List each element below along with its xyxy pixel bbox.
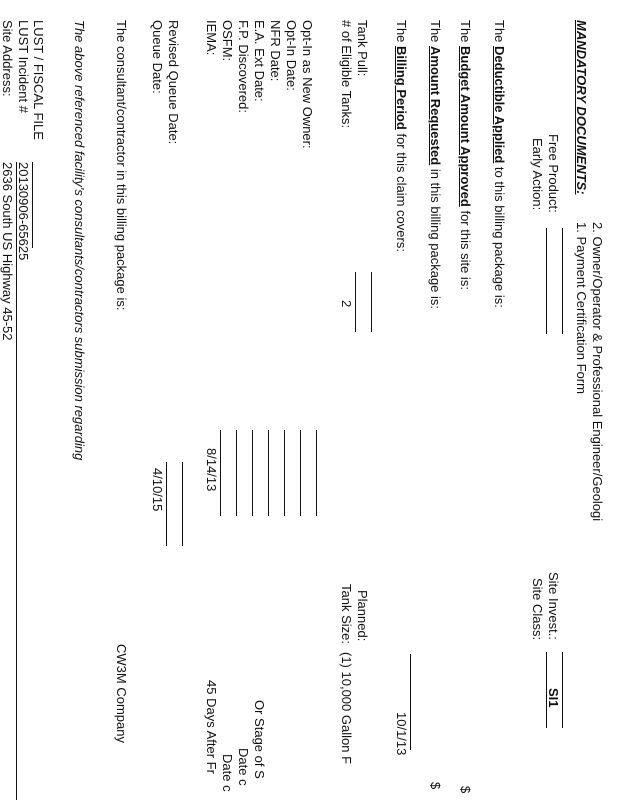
billing-period-value: 10/1/13	[394, 712, 409, 756]
consultant-label: The consultant/contractor in this billing package is:	[114, 20, 129, 311]
opt-in-new-owner-label: Opt-In as New Owner:	[300, 20, 315, 149]
site-invest-label: Site Invest.:	[546, 572, 561, 640]
early-action-line	[546, 228, 547, 334]
fp-discovered-line	[252, 430, 253, 516]
mandatory-item-2: 2. Owner/Operator & Professional Engineer/Geologi	[590, 222, 605, 522]
osfm-label: OSFM:	[220, 20, 235, 62]
lust-incident-line	[32, 162, 33, 248]
free-product-label: Free Product:	[546, 134, 561, 213]
lust-incident-value: 20130906-65625	[16, 162, 31, 261]
iema-value: 8/14/13	[204, 448, 219, 492]
queue-date-line	[166, 462, 167, 546]
opt-in-date-line	[300, 430, 301, 516]
deductible-applied-pre: The	[492, 20, 507, 43]
tank-pull-line	[371, 272, 372, 332]
budget-approved-dollar: $	[458, 786, 473, 794]
right-note-date-1: Date c	[220, 754, 235, 792]
tank-size-label: Tank Size:	[339, 584, 354, 644]
eligible-tanks-label: # of Eligible Tanks:	[339, 20, 354, 129]
site-address-label: Site Address:	[0, 20, 15, 97]
lust-fiscal-file: LUST / FISCAL FILE	[31, 20, 46, 140]
site-class-label: Site Class:	[530, 578, 545, 641]
osfm-line	[236, 430, 237, 516]
free-product-line	[562, 228, 563, 334]
budget-approved-bold: Budget Amount Approved	[458, 46, 473, 207]
iema-line	[220, 430, 221, 516]
billing-period-bold: Billing Period	[394, 46, 409, 130]
deductible-applied-bold: Deductible Applied	[492, 46, 507, 164]
deductible-applied-post: to this billing package is:	[492, 166, 507, 308]
billing-period-line	[410, 654, 411, 750]
amount-requested-dollar: $	[428, 782, 443, 790]
opt-in-new-owner-line	[316, 430, 317, 516]
right-note-date-2: Date c	[236, 748, 251, 786]
eligible-tanks-line	[355, 272, 356, 332]
amount-requested-bold: Amount Requested	[428, 46, 443, 166]
planned-label: Planned:	[355, 590, 370, 642]
billing-period-post: for this claim covers:	[394, 133, 409, 252]
iema-label: IEMA:	[204, 20, 219, 56]
eligible-tanks-value: 2	[339, 300, 354, 308]
nfr-date-line	[284, 430, 285, 516]
right-note-stage: Or Stage of S	[252, 700, 267, 779]
mandatory-documents-heading: MANDATORY DOCUMENTS:	[574, 20, 589, 195]
site-invest-value: SI1	[546, 688, 561, 708]
mandatory-item-1: 1. Payment Certification Form	[574, 222, 589, 394]
budget-approved-text	[459, 20, 472, 290]
revised-queue-date-line	[182, 462, 183, 546]
ea-ext-date-line	[268, 430, 269, 516]
revised-queue-date-label: Revised Queue Date:	[166, 20, 181, 145]
right-note-45-days: 45 Days After Fr	[204, 680, 219, 774]
queue-date-label: Queue Date:	[150, 20, 165, 94]
early-action-label: Early Action:	[530, 138, 545, 211]
tank-pull-label: Tank Pull:	[355, 20, 370, 77]
amount-requested-text	[429, 20, 442, 309]
amount-requested-post: in this billing package is:	[428, 168, 443, 310]
nfr-date-label: NFR Date:	[268, 20, 283, 82]
queue-date-value: 4/10/15	[150, 468, 165, 512]
tank-size-value: (1) 10,000 Gallon F	[339, 652, 354, 765]
site-address-value: 2636 South US Highway 45-52	[0, 162, 15, 341]
budget-approved-post: for this site is:	[458, 210, 473, 290]
billing-period-pre: The	[394, 20, 409, 43]
deductible-applied-text	[493, 20, 506, 308]
intro-text: The above referenced facility's consultants/contractors submission regarding	[72, 20, 87, 461]
site-invest-line	[562, 652, 563, 728]
billing-period-text	[395, 20, 408, 252]
consultant-value: CW3M Company	[114, 644, 129, 743]
budget-approved-pre: The	[458, 20, 473, 43]
lust-incident-label: LUST Incident #	[16, 20, 31, 113]
opt-in-date-label: Opt-In Date:	[284, 20, 299, 91]
ea-ext-date-label: E.A. Ext Date:	[252, 20, 267, 102]
amount-requested-pre: The	[428, 20, 443, 43]
fp-discovered-label: F.P. Discovered:	[236, 20, 251, 113]
